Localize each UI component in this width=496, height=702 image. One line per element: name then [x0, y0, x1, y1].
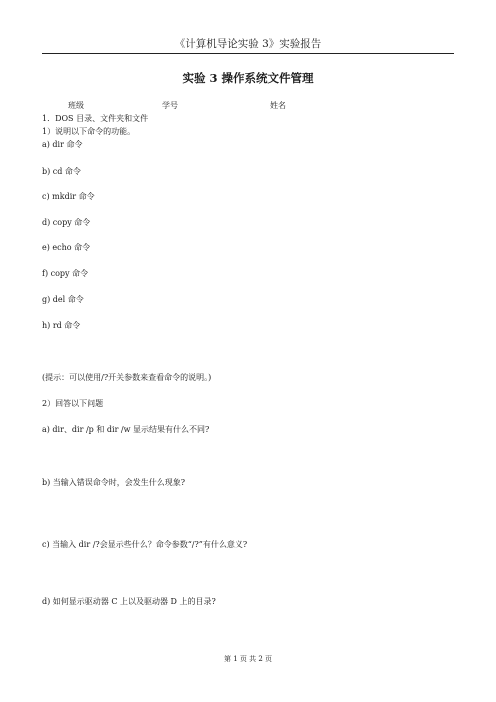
page-header: 《计算机导论实验 3》实验报告: [174, 38, 322, 50]
question-d: d) 如何显示驱动器 C 上以及驱动器 D 上的目录?: [42, 597, 216, 606]
name-label: 姓名: [270, 101, 286, 110]
class-label: 班级: [68, 101, 84, 110]
command-item-echo: e) echo 命令: [42, 243, 91, 252]
hint-text: (提示：可以使用/?开关参数来查看命令的说明。): [42, 373, 212, 382]
student-id-label: 学号: [162, 101, 178, 110]
section1-heading: 1．DOS 目录、文件夹和文件: [42, 114, 149, 123]
command-item-copy-2: f) copy 命令: [42, 269, 89, 278]
header-rule: [42, 53, 454, 54]
command-item-rd: h) rd 命令: [42, 321, 81, 330]
section2-heading: 2）回答以下问题: [42, 399, 104, 408]
command-item-mkdir: c) mkdir 命令: [42, 192, 95, 201]
page-footer: 第 1 页 共 2 页: [223, 655, 273, 663]
command-item-cd: b) cd 命令: [42, 167, 81, 176]
question-b: b) 当输入错误命令时，会发生什么现象?: [42, 478, 186, 487]
command-item-copy: d) copy 命令: [42, 218, 91, 227]
command-item-dir: a) dir 命令: [42, 140, 83, 149]
section1-instruction: 1）说明以下命令的功能。: [42, 127, 136, 136]
question-c: c) 当输入 dir /?会显示些什么？命令参数“/?”有什么意义?: [42, 540, 248, 549]
command-item-del: g) del 命令: [42, 295, 84, 304]
document-title: 实验 3 操作系统文件管理: [182, 71, 314, 85]
question-a: a) dir、dir /p 和 dir /w 显示结果有什么不同?: [42, 425, 210, 434]
